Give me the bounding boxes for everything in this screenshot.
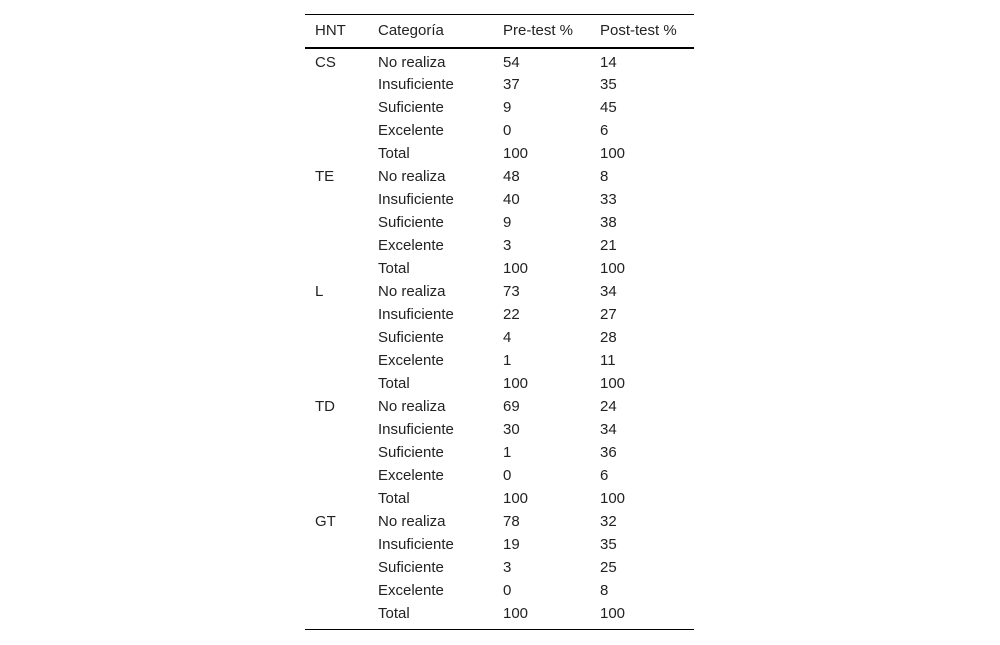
cell-pre-test: 9 (503, 99, 512, 116)
table-row (305, 534, 694, 557)
cell-post-test: 100 (600, 145, 626, 162)
cell-category: Insuficiente (378, 421, 454, 438)
cell-hnt (305, 465, 378, 488)
cell-post-test: 11 (600, 352, 616, 369)
cell-category: Total (378, 375, 410, 392)
cell-hnt (305, 74, 378, 97)
cell-category: Suficiente (378, 444, 444, 461)
table-row (305, 212, 694, 235)
cell-post-test: 14 (600, 53, 617, 71)
cell-post-test: 35 (600, 76, 617, 93)
cell-post-test: 27 (600, 306, 617, 323)
cell-category: Excelente (378, 467, 444, 484)
cell-pre-test: 100 (503, 490, 529, 507)
cell-pre-test: 30 (503, 421, 520, 438)
cell-hnt (305, 442, 378, 465)
header-row (305, 15, 694, 48)
cell-post-test: 28 (600, 329, 617, 346)
table-row (305, 166, 694, 189)
cell-post-test: 35 (600, 536, 617, 553)
table-row (305, 488, 694, 511)
cell-post-test: 100 (600, 260, 626, 277)
cell-category: Total (378, 145, 410, 162)
cell-pre-test: 100 (503, 603, 600, 630)
cell-pre-test: 100 (503, 145, 529, 162)
table-row (305, 48, 694, 74)
cell-post-test: 34 (600, 421, 617, 438)
cell-category: No realiza (378, 168, 446, 185)
cell-category: Insuficiente (378, 76, 454, 93)
cell-pre-test: 1 (503, 352, 512, 369)
cell-pre-test: 100 (503, 260, 529, 277)
cell-category: Excelente (378, 237, 444, 254)
cell-hnt: L (315, 283, 324, 300)
cell-post-test: 100 (600, 490, 626, 507)
cell-post-test: 45 (600, 99, 617, 116)
cell-category: Suficiente (378, 99, 444, 116)
cell-hnt (305, 212, 378, 235)
table-row (305, 304, 694, 327)
cell-category: No realiza (378, 283, 446, 300)
table-row (305, 419, 694, 442)
cell-post-test: 6 (600, 122, 609, 139)
cell-pre-test: 3 (503, 237, 512, 254)
cell-hnt (305, 143, 378, 166)
cell-post-test: 36 (600, 444, 617, 461)
cell-post-test: 25 (600, 559, 617, 576)
cell-pre-test: 3 (503, 559, 512, 576)
cell-hnt (305, 327, 378, 350)
table-row (305, 189, 694, 212)
cell-hnt: TD (315, 398, 335, 415)
cell-category: Total (378, 603, 503, 630)
cell-pre-test: 0 (503, 122, 512, 139)
cell-post-test: 33 (600, 191, 617, 208)
cell-category: Insuficiente (378, 306, 454, 323)
cell-post-test: 8 (600, 582, 609, 599)
table-row (305, 235, 694, 258)
cell-hnt (305, 488, 378, 511)
cell-pre-test: 4 (503, 329, 512, 346)
cell-hnt: CS (315, 53, 336, 71)
cell-pre-test: 73 (503, 283, 520, 300)
cell-category: Insuficiente (378, 536, 454, 553)
table-row (305, 557, 694, 580)
header-category: Categoría (378, 15, 503, 48)
cell-category: Total (378, 260, 410, 277)
cell-hnt (305, 603, 378, 630)
cell-post-test: 6 (600, 467, 609, 484)
results-table (305, 14, 694, 630)
cell-hnt (305, 304, 378, 327)
cell-hnt (305, 580, 378, 603)
cell-hnt (305, 120, 378, 143)
cell-post-test: 21 (600, 237, 617, 254)
cell-category: Excelente (378, 122, 444, 139)
cell-category: No realiza (378, 513, 446, 530)
table-row (305, 442, 694, 465)
cell-category: Suficiente (378, 559, 444, 576)
cell-pre-test: 78 (503, 513, 520, 530)
cell-pre-test: 1 (503, 444, 512, 461)
cell-pre-test: 100 (503, 375, 529, 392)
cell-category: Suficiente (378, 214, 444, 231)
table-row (305, 580, 694, 603)
cell-hnt: TE (315, 168, 335, 185)
cell-hnt (305, 189, 378, 212)
cell-post-test: 100 (600, 603, 694, 630)
table-row (305, 74, 694, 97)
cell-hnt: GT (315, 513, 336, 530)
table-row (305, 350, 694, 373)
cell-hnt (305, 557, 378, 580)
cell-post-test: 8 (600, 168, 609, 185)
cell-hnt (305, 534, 378, 557)
cell-post-test: 24 (600, 398, 617, 415)
header-post-test: Post-test % (600, 15, 694, 48)
cell-hnt (305, 419, 378, 442)
cell-category: Excelente (378, 582, 444, 599)
cell-post-test: 100 (600, 375, 626, 392)
cell-hnt (305, 258, 378, 281)
table-row (305, 373, 694, 396)
table-body (305, 48, 694, 630)
table-header (305, 15, 694, 48)
cell-category: Excelente (378, 352, 444, 369)
cell-post-test: 32 (600, 513, 617, 530)
cell-post-test: 38 (600, 214, 617, 231)
cell-category: No realiza (378, 53, 446, 71)
table-row (305, 281, 694, 304)
cell-category: Suficiente (378, 329, 444, 346)
results-table-container (305, 14, 694, 630)
table-row (305, 258, 694, 281)
table-row (305, 327, 694, 350)
cell-pre-test: 9 (503, 214, 512, 231)
cell-pre-test: 40 (503, 191, 520, 208)
cell-pre-test: 54 (503, 53, 520, 71)
cell-hnt (305, 97, 378, 120)
table-row (305, 465, 694, 488)
cell-pre-test: 22 (503, 306, 520, 323)
cell-pre-test: 19 (503, 536, 520, 553)
cell-category: Insuficiente (378, 191, 454, 208)
table-row (305, 396, 694, 419)
header-pre-test: Pre-test % (503, 15, 600, 48)
cell-pre-test: 69 (503, 398, 520, 415)
cell-pre-test: 0 (503, 582, 512, 599)
table-row (305, 120, 694, 143)
cell-hnt (305, 235, 378, 258)
cell-pre-test: 0 (503, 467, 512, 484)
table-row (305, 143, 694, 166)
cell-category: Total (378, 490, 410, 507)
table-row (305, 511, 694, 534)
cell-category: No realiza (378, 398, 446, 415)
header-hnt: HNT (305, 15, 378, 48)
cell-post-test: 34 (600, 283, 617, 300)
cell-hnt (305, 373, 378, 396)
table-row (305, 603, 694, 630)
cell-pre-test: 37 (503, 76, 520, 93)
cell-pre-test: 48 (503, 168, 520, 185)
table-row (305, 97, 694, 120)
cell-hnt (305, 350, 378, 373)
